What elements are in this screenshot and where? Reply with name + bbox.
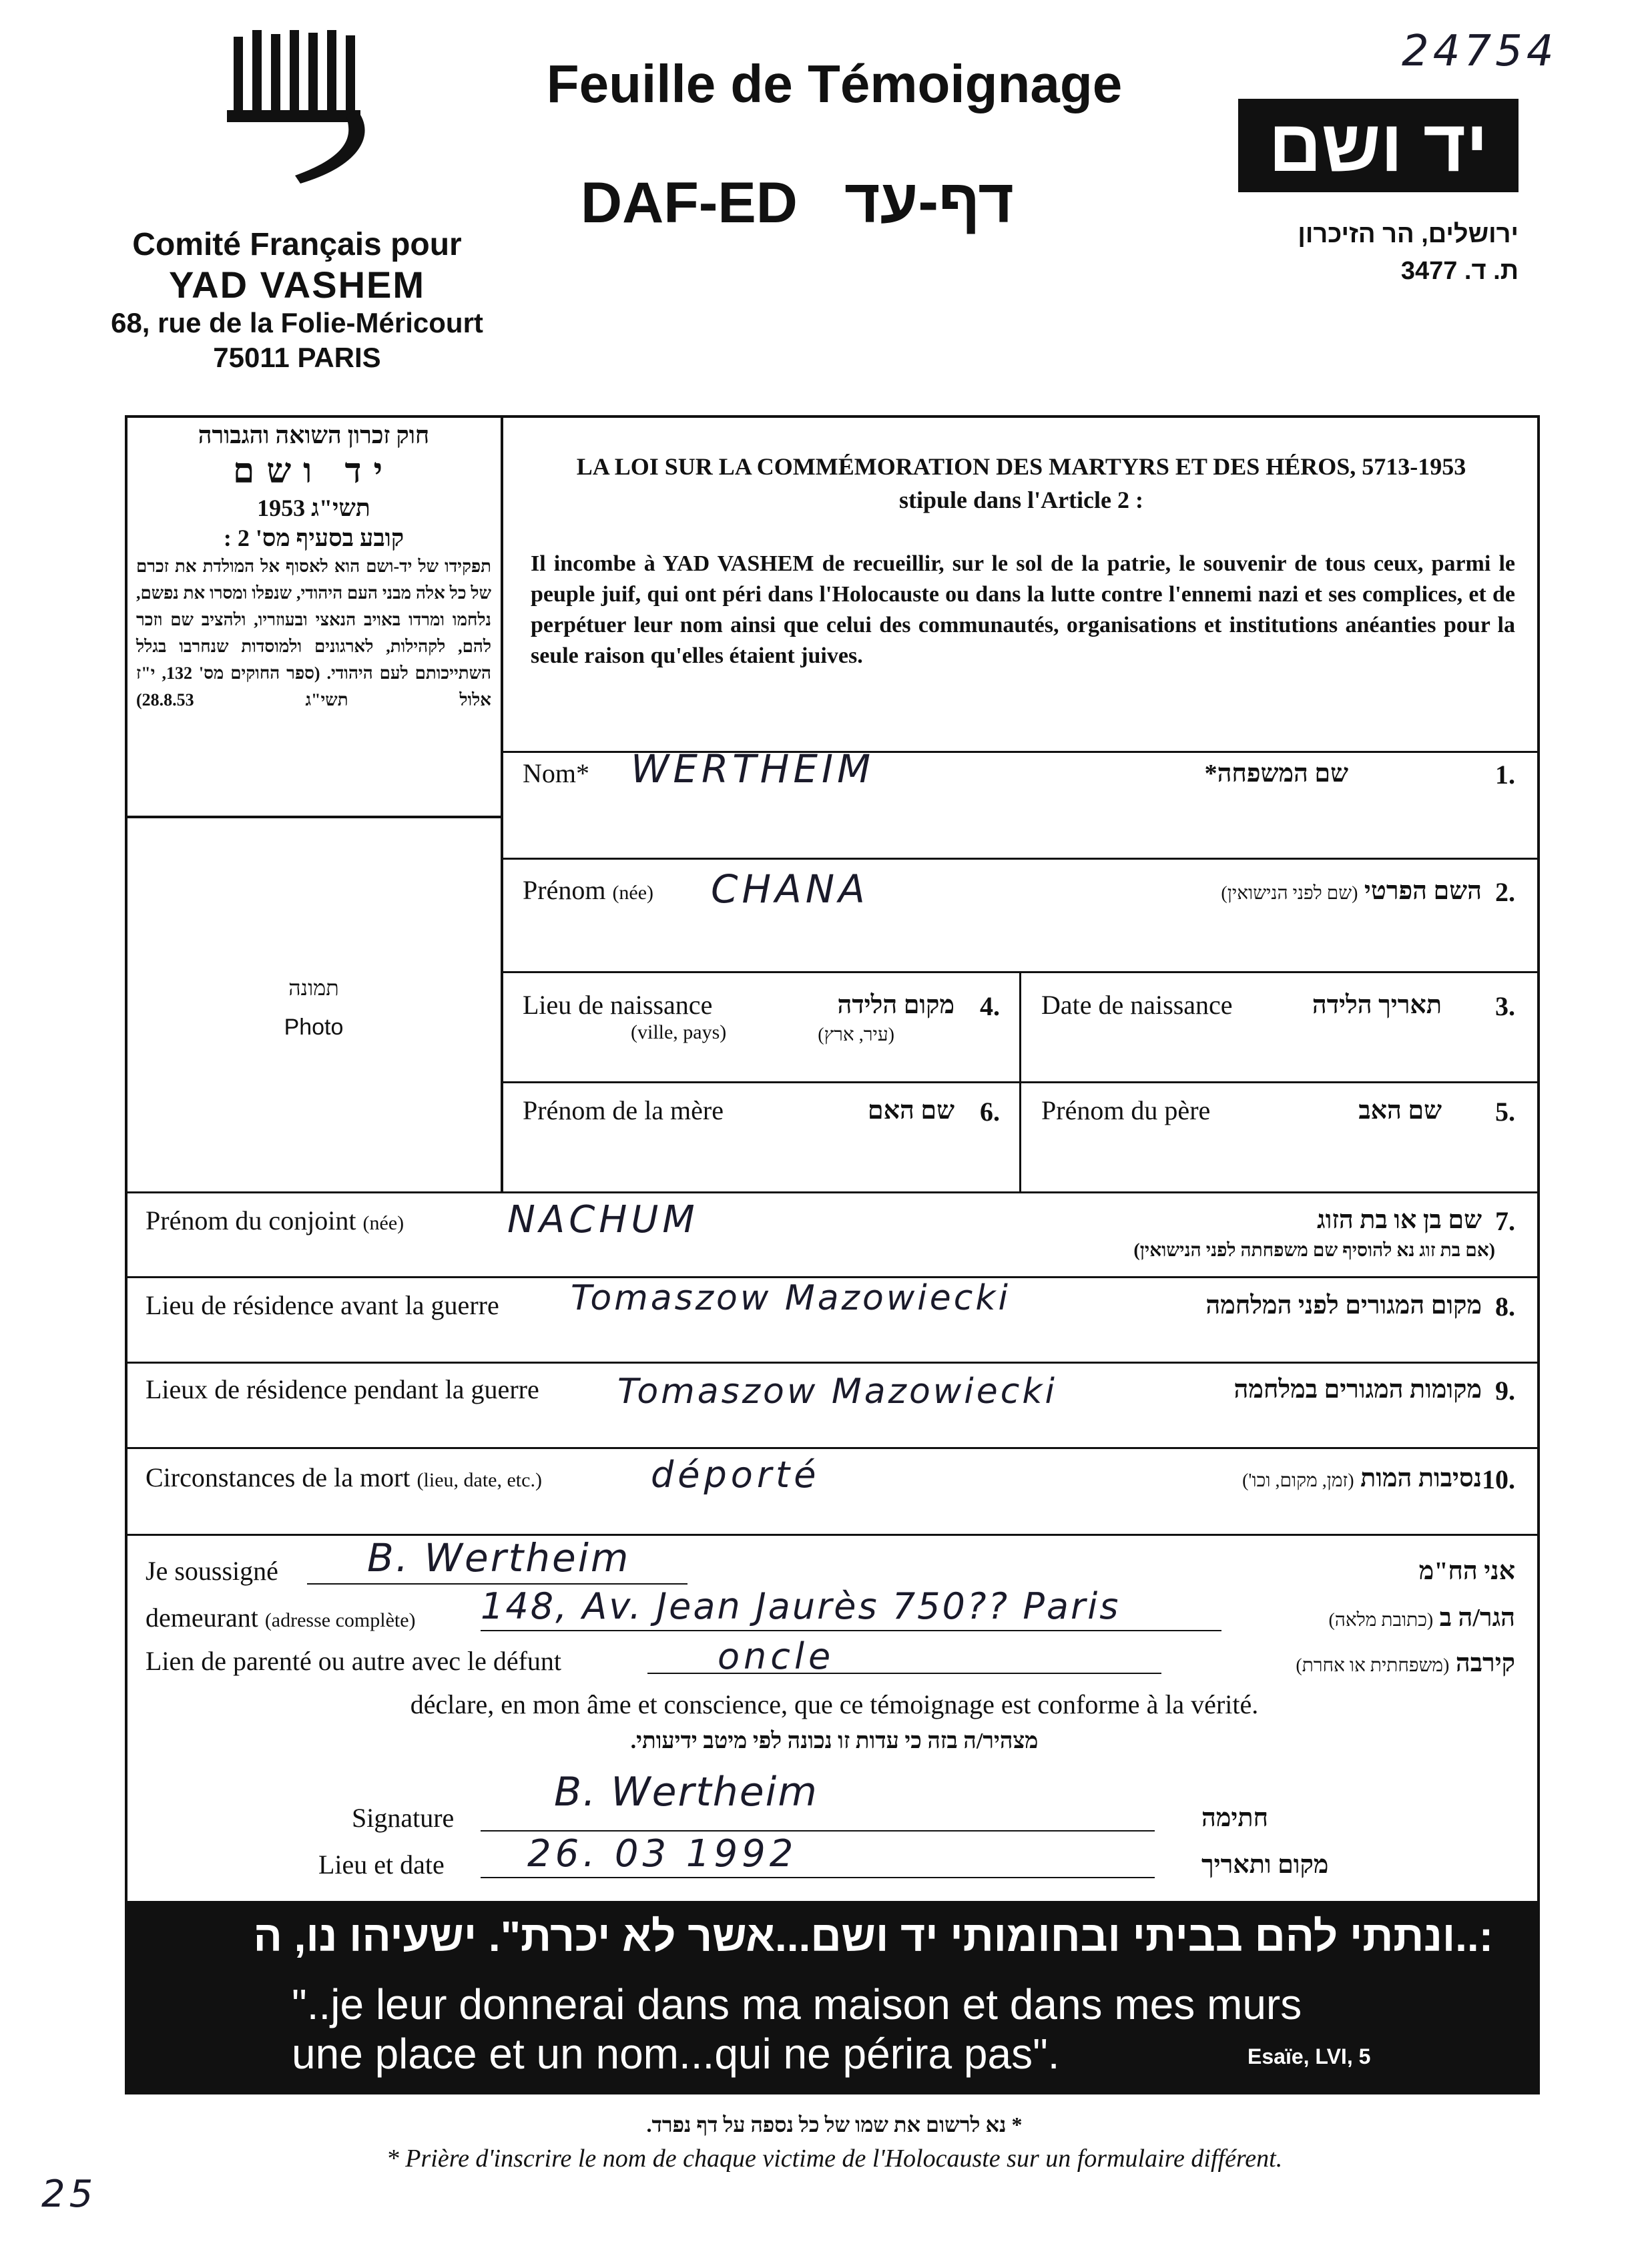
je-soussigne-hebrew-label: אני הח"מ bbox=[1418, 1557, 1515, 1585]
prenom-label-small: (née) bbox=[612, 882, 654, 904]
circonstances-he-text: נסיבות המות bbox=[1360, 1464, 1482, 1492]
yad-vashem-address-line2: ת. ד. 3477 bbox=[1400, 257, 1519, 285]
lien-parente-value[interactable]: oncle bbox=[718, 1635, 835, 1677]
law-box-hebrew bbox=[127, 420, 501, 714]
conjoint-label-small: (née) bbox=[362, 1212, 404, 1234]
lieu-naissance-small-label: (ville, pays) bbox=[631, 1021, 727, 1043]
row-divider bbox=[125, 1191, 1540, 1193]
declaration-hebrew-text: מצהיר/ה בזה כי עדות זו נכונה לפי מיטב ידיעותי. bbox=[630, 1729, 1039, 1753]
residence-avant-number: 8. bbox=[1495, 1292, 1515, 1322]
daf-ed-hebrew-label: דף-עד bbox=[844, 168, 1014, 236]
demeurant-he-text: הגר/ה ב bbox=[1439, 1604, 1515, 1632]
prenom-pere-label: Prénom du père bbox=[1041, 1095, 1211, 1125]
date-naissance-number: 3. bbox=[1495, 991, 1515, 1021]
prenom-label bbox=[523, 874, 653, 906]
nom-hebrew-label: שם המשפחה* bbox=[1204, 760, 1348, 788]
circonstances-label bbox=[146, 1462, 542, 1493]
circonstances-number: 10. bbox=[1482, 1464, 1515, 1494]
prenom-hebrew-label bbox=[1068, 876, 1482, 906]
row-divider bbox=[125, 1534, 1540, 1536]
circonstances-label-text: Circonstances de la mort bbox=[146, 1462, 410, 1492]
residence-pendant-value[interactable]: Tomaszow Mazowiecki bbox=[617, 1372, 1057, 1412]
footnote-french: * Prière d'inscrire le nom de chaque victime de l'Holocauste sur un formulaire différent. bbox=[386, 2145, 1283, 2173]
signature-line bbox=[481, 1830, 1155, 1832]
committee-address bbox=[107, 226, 487, 375]
prenom-he-text: השם הפרטי bbox=[1364, 877, 1482, 905]
prenom-label-text: Prénom bbox=[523, 875, 606, 905]
residence-pendant-label: Lieux de résidence pendant la guerre bbox=[146, 1374, 539, 1404]
column-divider bbox=[1019, 972, 1021, 1193]
prenom-pere-value[interactable] bbox=[1041, 1135, 1522, 1175]
je-soussigne-label: Je soussigné bbox=[146, 1556, 278, 1586]
residence-avant-hebrew-label: מקום המגורים לפני המלחמה bbox=[1205, 1292, 1482, 1320]
page-mark: 25 bbox=[41, 2173, 97, 2216]
date-naissance-hebrew-label: תאריך הלידה bbox=[1312, 991, 1442, 1019]
date-naissance-label: Date de naissance bbox=[1041, 990, 1233, 1020]
law-he-body: תפקידו של יד-ושם הוא לאסוף אל המולדת את זכרם של כל אלה מבני העם היהודי, שנפלו ומסרו את נפשם, נלחמו ומרדו באויב הנאצי ובעוזריו, ולהציב שם וזכר להם, לקהילות, לארגונים ולמוסדות שנחרבו בגלל השתייכותם לעם היהודי. (ספר החוקים מס' 132, י"ז אלול תשי"ג 28.8.53) bbox=[136, 557, 491, 710]
law-he-line2: יד ושם bbox=[232, 453, 395, 491]
demeurant-label-small: (adresse complète) bbox=[264, 1609, 416, 1631]
demeurant-line bbox=[481, 1630, 1221, 1631]
law-subtitle: stipule dans l'Article 2 : bbox=[899, 487, 1143, 513]
law-box-divider bbox=[125, 816, 502, 818]
prenom-mere-number: 6. bbox=[980, 1097, 1000, 1127]
verse-banner bbox=[125, 1901, 1540, 2094]
lieu-naissance-hebrew-label: מקום הלידה bbox=[837, 991, 954, 1019]
declaration-text: déclare, en mon âme et conscience, que ce témoignage est conforme à la vérité. bbox=[410, 1689, 1259, 1719]
committee-name-line1: Comité Français pour bbox=[132, 227, 462, 262]
yad-vashem-address-line1: ירושלים, הר הזיכרון bbox=[1298, 220, 1519, 248]
je-soussigne-value[interactable]: B. Wertheim bbox=[367, 1535, 631, 1581]
law-he-line3: תשי"ג 1953 bbox=[257, 495, 370, 521]
circonstances-value[interactable]: déporté bbox=[651, 1454, 820, 1496]
prenom-he-small: (שם לפני הנישואין) bbox=[1221, 883, 1358, 904]
conjoint-hebrew-small: (אם בת זוג נא להוסיף שם משפחתה לפני הנישואין) bbox=[1133, 1240, 1495, 1261]
demeurant-he-small: (כתובת מלאה) bbox=[1328, 1610, 1434, 1631]
prenom-mere-value[interactable] bbox=[527, 1135, 1008, 1175]
photo-column-divider bbox=[501, 415, 503, 1193]
demeurant-label-text: demeurant bbox=[146, 1603, 258, 1633]
committee-city: 75011 PARIS bbox=[213, 342, 381, 373]
residence-pendant-number: 9. bbox=[1495, 1376, 1515, 1406]
photo-label: Photo bbox=[284, 1015, 344, 1040]
reference-number: 24754 bbox=[1402, 27, 1558, 76]
lieu-date-line bbox=[481, 1877, 1155, 1878]
committee-name-line2: YAD VASHEM bbox=[168, 264, 426, 306]
nom-number: 1. bbox=[1495, 760, 1515, 790]
circonstances-label-small: (lieu, date, etc.) bbox=[417, 1469, 542, 1491]
demeurant-value[interactable]: 148, Av. Jean Jaurès 750?? Paris bbox=[481, 1585, 1121, 1627]
signature-label: Signature bbox=[352, 1803, 455, 1833]
yad-vashem-hebrew-logo: יד ושם bbox=[1238, 99, 1519, 192]
signature-value[interactable]: B. Wertheim bbox=[554, 1769, 818, 1815]
verse-french-line1: "..je leur donnerai dans ma maison et dans mes murs bbox=[292, 1980, 1302, 2028]
prenom-pere-hebrew-label: שם האב bbox=[1358, 1097, 1442, 1125]
lieu-naissance-value[interactable] bbox=[527, 1055, 1008, 1095]
conjoint-label bbox=[146, 1205, 404, 1236]
footnote-hebrew: * נא לרשום את שמו של כל נספה על דף נפרד. bbox=[646, 2113, 1023, 2137]
demeurant-label bbox=[146, 1602, 416, 1633]
nom-label: Nom* bbox=[523, 758, 589, 788]
prenom-value[interactable]: CHANA bbox=[711, 866, 869, 912]
prenom-number: 2. bbox=[1495, 877, 1515, 907]
residence-pendant-hebrew-label: מקומות המגורים במלחמה bbox=[1233, 1376, 1482, 1404]
row-divider bbox=[125, 1362, 1540, 1364]
verse-citation: Esaïe, LVI, 5 bbox=[1248, 2044, 1371, 2068]
lieu-date-value[interactable]: 26. 03 1992 bbox=[527, 1832, 798, 1876]
residence-avant-value[interactable]: Tomaszow Mazowiecki bbox=[571, 1278, 1011, 1318]
lieu-naissance-number: 4. bbox=[980, 991, 1000, 1021]
verse-hebrew: :..ונתתי להם בביתי ובחומותי יד ושם...אשר לא יכרת". ישעיהו נו, ה bbox=[253, 1912, 1493, 1960]
lien-parente-label: Lien de parenté ou autre avec le défunt bbox=[146, 1646, 562, 1676]
daf-ed-label: DAF-ED bbox=[581, 171, 798, 235]
signature-hebrew-label: חתימה bbox=[1201, 1804, 1269, 1832]
photo-label-hebrew: תמונה bbox=[288, 976, 339, 1000]
law-he-line1: חוק זכרון השואה והגבורה bbox=[198, 422, 430, 449]
lien-parente-he-text: קירבה bbox=[1455, 1649, 1515, 1677]
lien-parente-he-small: (משפחתית או אחרת) bbox=[1296, 1655, 1450, 1676]
row-divider bbox=[125, 1447, 1540, 1449]
demeurant-hebrew-label bbox=[1242, 1603, 1515, 1633]
lieu-date-label: Lieu et date bbox=[318, 1850, 445, 1880]
conjoint-label-text: Prénom du conjoint bbox=[146, 1205, 356, 1235]
nom-value[interactable]: WERTHEIM bbox=[631, 746, 875, 792]
je-soussigne-line bbox=[307, 1583, 687, 1585]
prenom-mere-label: Prénom de la mère bbox=[523, 1095, 724, 1125]
law-title: LA LOI SUR LA COMMÉMORATION DES MARTYRS ET DES HÉROS, 5713-1953 bbox=[576, 453, 1466, 480]
conjoint-hebrew-label: שם בן או בת הזוג bbox=[1317, 1206, 1482, 1234]
law-body: Il incombe à YAD VASHEM de recueillir, sur le sol de la patrie, le souvenir de tous ceux, parmi le peuple juif, qui ont péri dans l'Holocauste ou dans la lutte contre l'ennemi nazi et ses complices, et de perpétuer leur nom ainsi que celui des communautés, organisations et institutions anéanties pour la seule raison qu'elles étaient juives. bbox=[531, 551, 1515, 668]
circonstances-hebrew-label bbox=[1068, 1464, 1482, 1493]
circonstances-he-small: (זמן, מקום, וכו') bbox=[1242, 1470, 1354, 1491]
prenom-mere-hebrew-label: שם האם bbox=[867, 1097, 954, 1125]
lieu-naissance-label: Lieu de naissance bbox=[523, 990, 713, 1020]
conjoint-number: 7. bbox=[1495, 1206, 1515, 1236]
yad-vashem-menorah-logo bbox=[220, 30, 387, 197]
date-naissance-value[interactable] bbox=[1041, 1055, 1522, 1095]
lieu-date-hebrew-label: מקום ותאריך bbox=[1201, 1851, 1329, 1879]
document-title: Feuille de Témoignage bbox=[546, 54, 1123, 113]
committee-street: 68, rue de la Folie-Méricourt bbox=[111, 307, 483, 338]
law-he-line4: קובע בסעיף מס' 2 : bbox=[223, 525, 404, 551]
lieu-naissance-hebrew-small: (עיר, ארץ) bbox=[818, 1025, 894, 1045]
residence-avant-label: Lieu de résidence avant la guerre bbox=[146, 1290, 499, 1320]
conjoint-value[interactable]: NACHUM bbox=[507, 1198, 699, 1241]
prenom-pere-number: 5. bbox=[1495, 1097, 1515, 1127]
row-divider bbox=[502, 858, 1540, 860]
lien-parente-hebrew-label bbox=[1201, 1649, 1515, 1678]
verse-french-line2: une place et un nom...qui ne périra pas". bbox=[292, 2030, 1060, 2078]
